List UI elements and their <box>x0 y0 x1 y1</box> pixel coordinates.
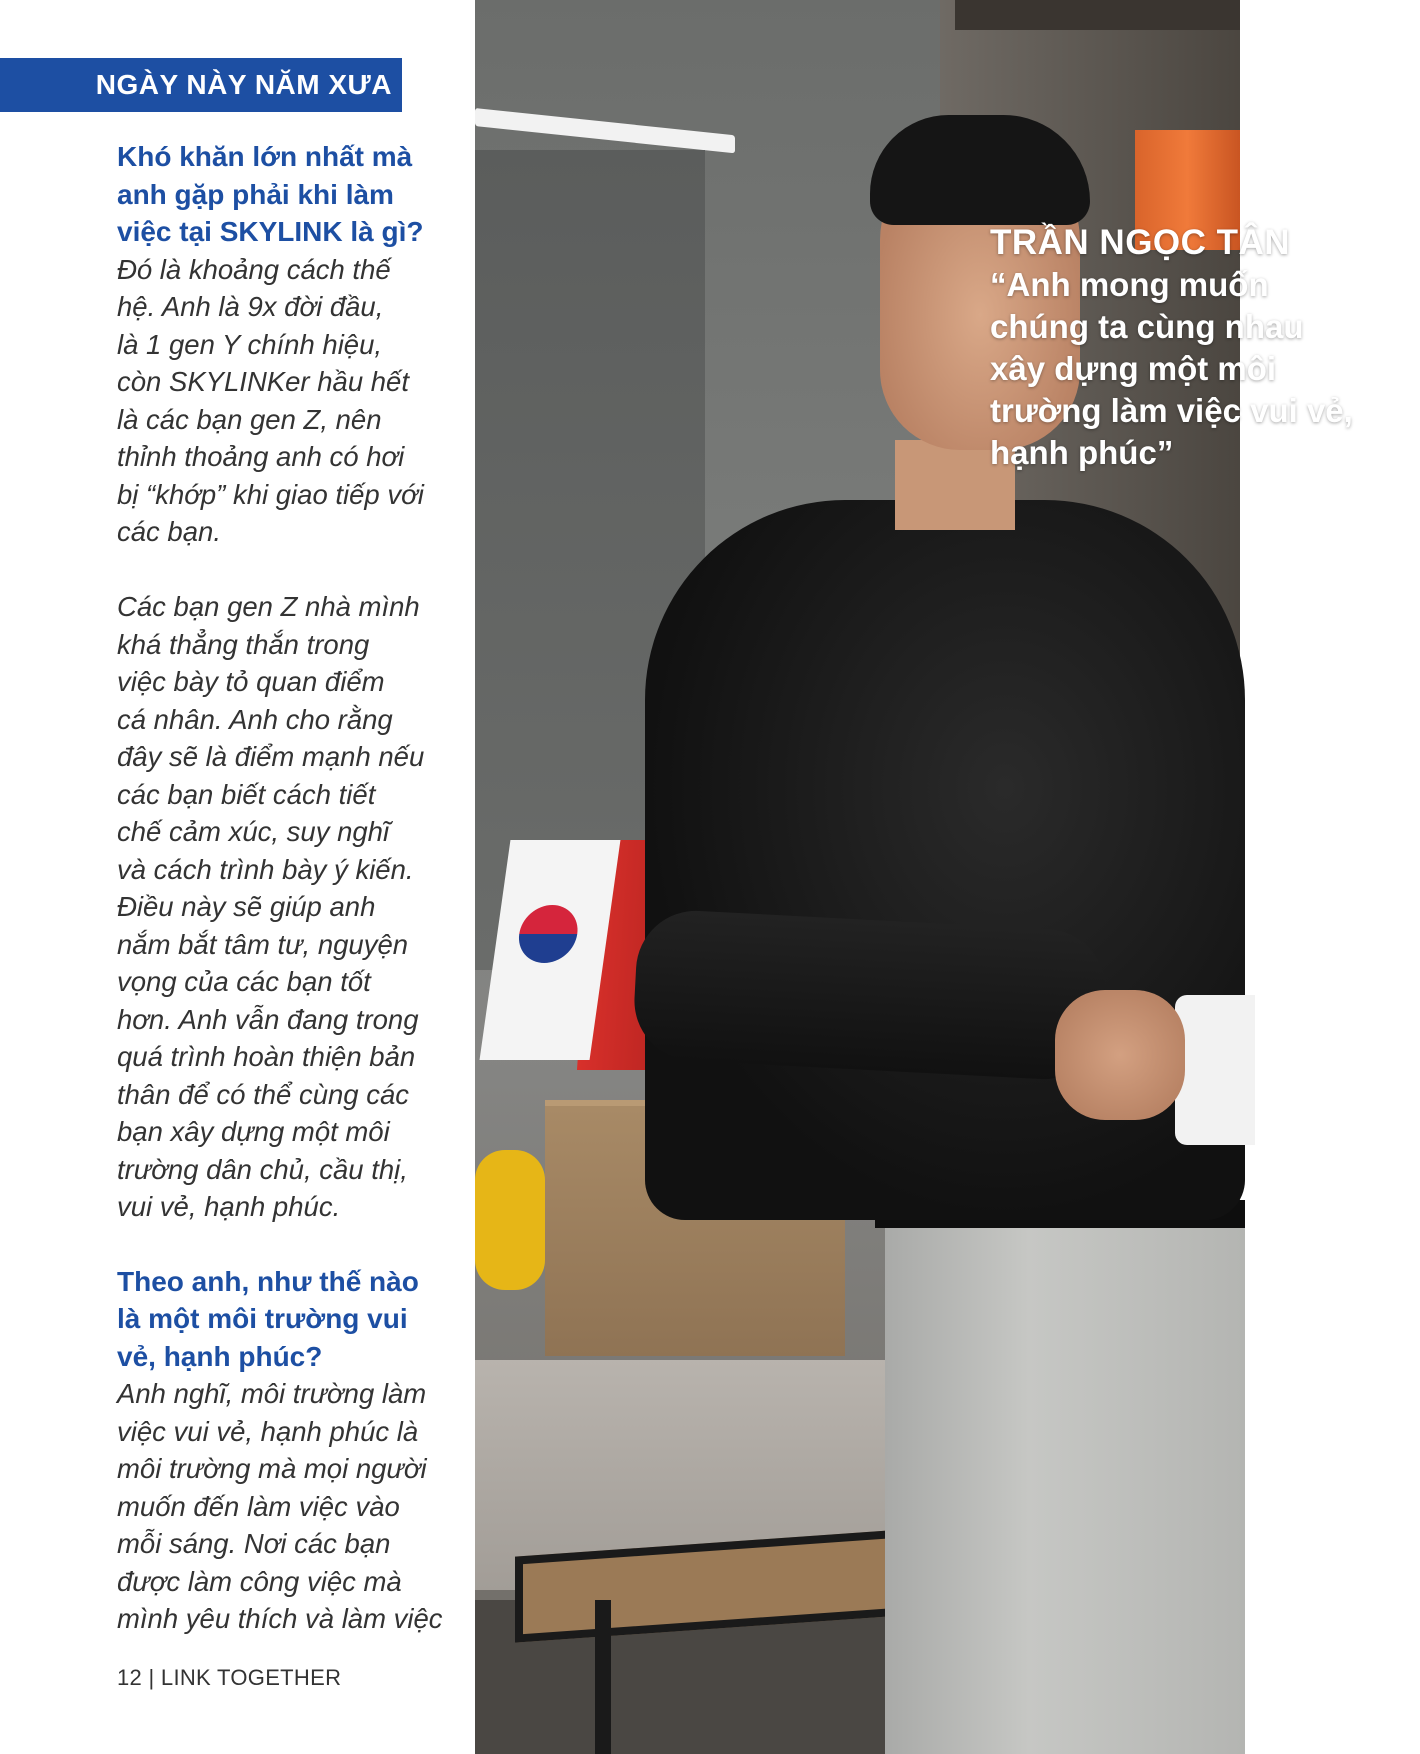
page-footer: 12 | LINK TOGETHER <box>117 1665 342 1690</box>
answer-line: khá thẳng thắn trong <box>117 628 370 660</box>
answer-line: thỉnh thoảng anh có hơi <box>117 441 405 472</box>
question-2-line: vẻ, hạnh phúc? <box>117 1340 323 1372</box>
answer-line: chế cảm xúc, suy nghĩ <box>117 816 390 847</box>
answer-line: Anh nghĩ, môi trường làm <box>117 1378 427 1409</box>
answer-line: và cách trình bày ý kiến. <box>117 853 414 885</box>
answer-line: mỗi sáng. Nơi các bạn <box>117 1528 391 1559</box>
answer-1-paragraph-2 <box>117 588 462 1226</box>
question-2-line: là một môi trường vui <box>117 1303 408 1334</box>
answer-line: Các bạn gen Z nhà mình <box>117 591 420 622</box>
answer-line: được làm công việc mà <box>117 1565 402 1597</box>
answer-line: nắm bắt tâm tư, nguyện <box>117 928 409 960</box>
answer-line: là 1 gen Y chính hiệu, <box>117 328 383 360</box>
article-column <box>0 0 475 1754</box>
answer-line: các bạn. <box>117 516 221 547</box>
quote-line: xây dựng một môi <box>990 350 1277 387</box>
quote-line: trường làm việc vui vẻ, <box>990 392 1353 429</box>
answer-line: đây sẽ là điểm mạnh nếu <box>117 741 425 772</box>
answer-line: thân để có thể cùng các <box>117 1078 410 1110</box>
answer-line: trường dân chủ, cầu thị, <box>117 1153 408 1185</box>
answer-line: bạn xây dựng một môi <box>117 1116 390 1147</box>
person-pants <box>885 1210 1245 1754</box>
pull-quote <box>990 222 1420 474</box>
answer-line: là các bạn gen Z, nên <box>117 403 382 435</box>
answer-line: việc vui vẻ, hạnh phúc là <box>117 1415 419 1447</box>
article-body <box>117 138 462 1638</box>
answer-line: muốn đến làm việc vào <box>117 1490 400 1522</box>
quote-line: hạnh phúc” <box>990 434 1174 471</box>
question-1-line: anh gặp phải khi làm <box>117 178 394 210</box>
quote-line: chúng ta cùng nhau <box>990 308 1304 345</box>
answer-line: Đó là khoảng cách thế <box>117 253 391 285</box>
answer-line: hơn. Anh vẫn đang trong <box>117 1003 419 1035</box>
section-tag-label: NGÀY NÀY NĂM XƯA <box>95 69 392 100</box>
answer-line: Điều này sẽ giúp anh <box>117 891 376 922</box>
question-1 <box>117 138 462 251</box>
question-2 <box>117 1263 462 1376</box>
answer-line: cá nhân. Anh cho rằng <box>117 703 393 735</box>
answer-line: vui vẻ, hạnh phúc. <box>117 1191 341 1222</box>
answer-line: còn SKYLINKer hầu hết <box>117 366 409 397</box>
answer-line: các bạn biết cách tiết <box>117 778 376 810</box>
quote-line: “Anh mong muốn <box>990 266 1269 303</box>
question-1-line: Khó khăn lớn nhất mà <box>117 141 413 172</box>
answer-line: môi trường mà mọi người <box>117 1453 427 1484</box>
question-1-line: việc tại SKYLINK là gì? <box>117 216 424 247</box>
portrait-photo <box>475 0 1353 1754</box>
answer-line: việc bày tỏ quan điểm <box>117 666 385 697</box>
answer-line: quá trình hoàn thiện bản <box>117 1041 416 1072</box>
answer-line: vọng của các bạn tốt <box>117 966 371 997</box>
answer-1-paragraph-1 <box>117 251 462 551</box>
answer-2 <box>117 1375 462 1638</box>
ceiling-light <box>475 108 735 153</box>
section-tag <box>0 58 402 112</box>
quote-person-name: TRẦN NGỌC TÂN <box>990 223 1291 262</box>
answer-line: mình yêu thích và làm việc <box>117 1603 443 1634</box>
quote-text <box>990 264 1420 474</box>
answer-line: bị “khớp” khi giao tiếp với <box>117 478 424 510</box>
coffee-mug <box>1175 995 1255 1145</box>
question-2-line: Theo anh, như thế nào <box>117 1265 419 1297</box>
answer-line: hệ. Anh là 9x đời đầu, <box>117 291 384 322</box>
